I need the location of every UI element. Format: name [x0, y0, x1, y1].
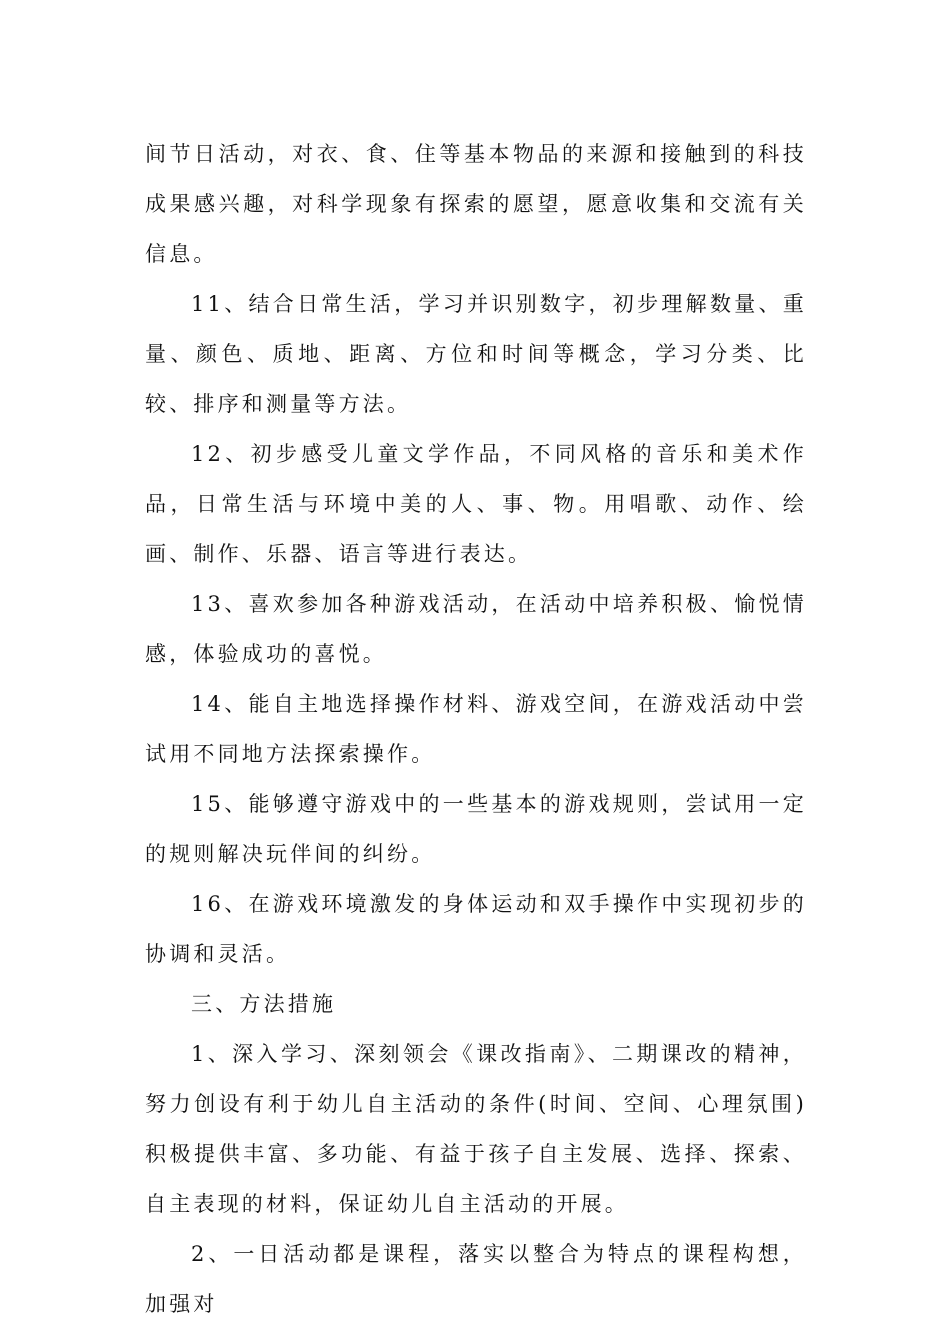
- document-page: [145, 129, 807, 1329]
- paragraph-item-14: 14、能自主地选择操作材料、游戏空间，在游戏活动中尝试用不同地方法探索操作。: [145, 692, 807, 766]
- paragraph-continued: 间节日活动，对衣、食、住等基本物品的来源和接触到的科技成果感兴趣，对科学现象有探索的愿望，愿意收集和交流有关信息。: [145, 142, 807, 266]
- paragraph-item-11: 11、结合日常生活，学习并识别数字，初步理解数量、重量、颜色、质地、距离、方位和时间等概念，学习分类、比较、排序和测量等方法。: [145, 292, 807, 416]
- paragraph-item-12: 12、初步感受儿童文学作品，不同风格的音乐和美术作品，日常生活与环境中美的人、事、物。用唱歌、动作、绘画、制作、乐器、语言等进行表达。: [145, 442, 807, 566]
- section-heading-methods: 三、方法措施: [191, 992, 337, 1016]
- paragraph-item-13: 13、喜欢参加各种游戏活动，在活动中培养积极、愉悦情感，体验成功的喜悦。: [145, 592, 807, 666]
- paragraph-method-1: 1、深入学习、深刻领会《课改指南》、二期课改的精神，努力创设有利于幼儿自主活动的条件(时间、空间、心理氛围)积极提供丰富、多功能、有益于孩子自主发展、选择、探索、自主表现的材料，保证幼儿自主活动的开展。: [145, 1042, 807, 1216]
- paragraph-method-2: 2、一日活动都是课程，落实以整合为特点的课程构想，加强对: [145, 1242, 807, 1316]
- paragraph-item-16: 16、在游戏环境激发的身体运动和双手操作中实现初步的协调和灵活。: [145, 892, 807, 966]
- paragraph-item-15: 15、能够遵守游戏中的一些基本的游戏规则，尝试用一定的规则解决玩伴间的纠纷。: [145, 792, 807, 866]
